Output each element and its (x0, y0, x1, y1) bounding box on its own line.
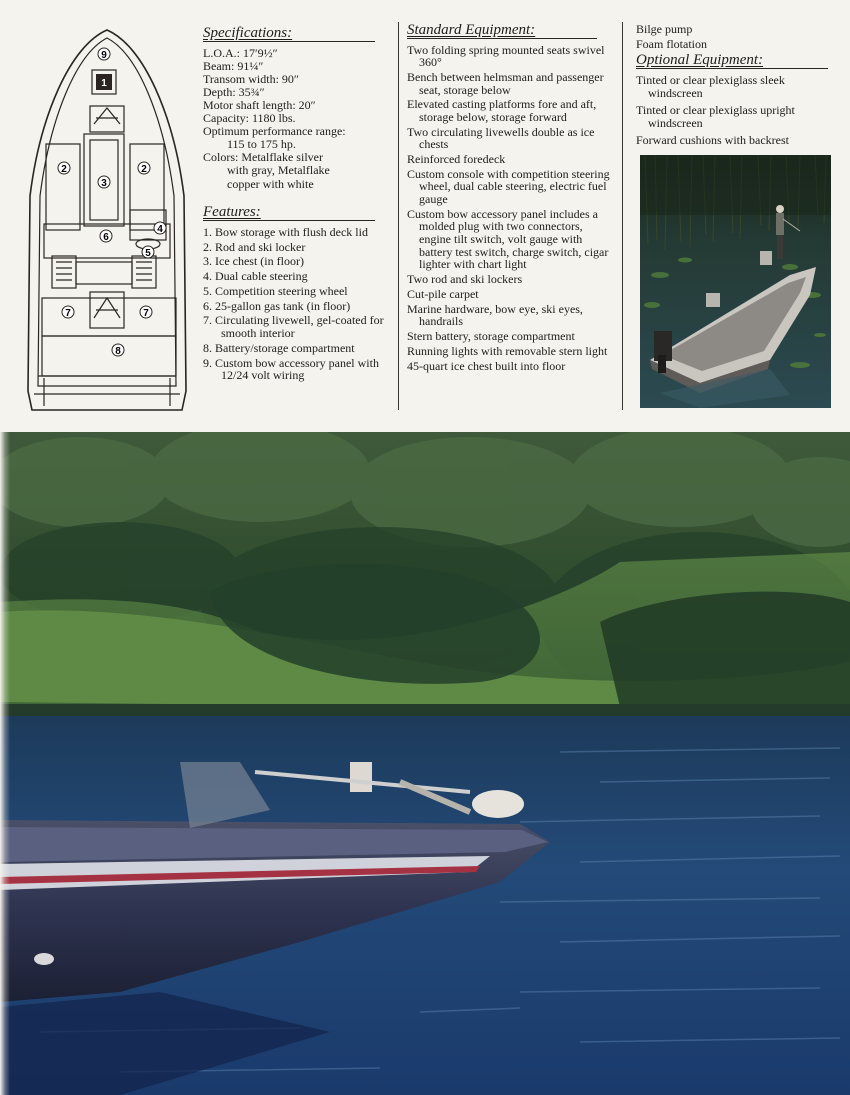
list-item: Custom bow accessory panel includes a molded plug with two connectors, engine tilt switch, volt gauge with battery test switch, charge switch, cigar lighter with chart light (407, 206, 609, 272)
spec-performance-range: 115 to 175 hp. (227, 137, 296, 152)
callout-1: 1 (101, 78, 107, 89)
specifications-heading: Specifications: (203, 27, 375, 42)
list-item: Custom console with competition steering wheel, dual cable steering, electric fuel gauge (407, 166, 610, 207)
page-fold-shadow (0, 432, 10, 1095)
specifications-column (203, 27, 403, 384)
callout-9: 9 (101, 50, 107, 61)
spec-depth: Depth: 35¾″ (203, 84, 265, 99)
spec-colors: Colors: Metalflake silver (203, 150, 323, 165)
spec-shaft: Motor shaft length: 20″ (203, 97, 316, 112)
standard-equipment-column (407, 24, 615, 374)
boat-layout-diagram (14, 26, 200, 418)
list-item: Reinforced foredeck (407, 152, 506, 167)
list-item: 9. Custom bow accessory panel with 12/24 volt wiring (203, 355, 379, 383)
optional-equipment-list (636, 74, 832, 147)
spec-panel (0, 0, 850, 432)
list-item: Forward cushions with backrest (636, 133, 789, 148)
callout-8: 8 (115, 346, 121, 357)
callout-2-left: 2 (61, 164, 67, 175)
features-heading: Features: (203, 206, 375, 221)
list-item: Bench between helmsman and passenger seat, storage below (407, 69, 604, 97)
list-item: Bilge pump (636, 22, 693, 36)
list-item: Two rod and ski lockers (407, 272, 523, 286)
callout-7-left: 7 (65, 308, 71, 319)
spec-beam: Beam: 91¼″ (203, 58, 264, 73)
list-item: Tinted or clear plexiglass upright windscreen (636, 103, 795, 130)
optional-equipment-heading: Optional Equipment: (636, 54, 828, 69)
list-item: Elevated casting platforms fore and aft, storage below, storage forward (407, 97, 597, 124)
list-item: 7. Circulating livewell, gel-coated for smooth interior (203, 313, 384, 340)
angler-boat-photo (640, 155, 831, 408)
callout-5: 5 (145, 248, 151, 259)
list-item: 3. Ice chest (in floor) (203, 254, 304, 269)
callout-4: 4 (157, 224, 163, 235)
list-item: 45-quart ice chest built into floor (407, 358, 566, 373)
list-item: Two folding spring mounted seats swivel 360° (407, 42, 605, 70)
spec-colors-line-2: with gray, Metalflake (227, 163, 330, 178)
callout-6: 6 (103, 232, 109, 243)
list-item: 2. Rod and ski locker (203, 239, 306, 254)
list-item: 6. 25-gallon gas tank (in floor) (203, 298, 351, 313)
list-item: Marine hardware, bow eye, ski eyes, handrails (407, 301, 583, 329)
features-list (203, 226, 403, 382)
hero-boat-photo (0, 432, 850, 1095)
spec-transom: Transom width: 90″ (203, 71, 299, 86)
column-divider (398, 22, 399, 410)
standard-equipment-heading: Standard Equipment: (407, 24, 597, 39)
list-item: Stern battery, storage compartment (407, 328, 575, 343)
standard-equipment-list (407, 44, 615, 373)
column-divider (622, 22, 623, 410)
callout-7-right: 7 (143, 308, 149, 319)
spec-colors-line-3: copper with white (227, 176, 314, 191)
list-item: 1. Bow storage with flush deck lid (203, 224, 368, 239)
list-item: Two circulating livewells double as ice chests (407, 124, 595, 152)
spec-capacity: Capacity: 1180 lbs. (203, 111, 296, 126)
list-item: Cut-pile carpet (407, 286, 479, 301)
list-item: 5. Competition steering wheel (203, 283, 348, 298)
extra-equipment-list (636, 23, 832, 50)
list-item: 8. Battery/storage compartment (203, 340, 355, 355)
list-item: 4. Dual cable steering (203, 269, 308, 284)
spec-performance: Optimum performance range: (203, 124, 346, 139)
callout-2-right: 2 (141, 164, 147, 175)
list-item: Running lights with removable stern light (407, 343, 608, 358)
callout-3: 3 (101, 178, 107, 189)
list-item: Foam flotation (636, 36, 707, 51)
spec-loa: L.O.A.: 17′9½″ (203, 45, 278, 60)
optional-equipment-column (636, 23, 832, 149)
list-item: Tinted or clear plexiglass sleek windscreen (636, 72, 785, 100)
